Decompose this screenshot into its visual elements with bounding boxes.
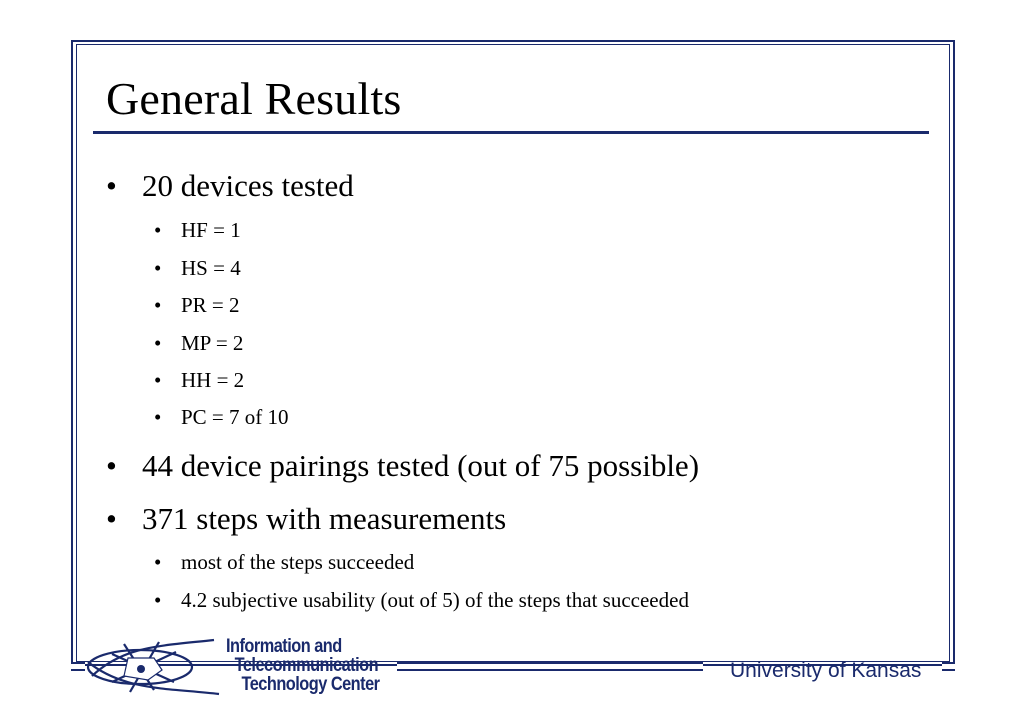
bullet-text: HS = 4 (181, 256, 241, 280)
bullet-text: PR = 2 (181, 293, 240, 317)
bullet-text: 371 steps with measurements (142, 501, 507, 536)
logo-line-2: Telecommunication (234, 655, 379, 676)
bullet-dot: • (106, 448, 117, 483)
bullet-text: PC = 7 of 10 (181, 405, 289, 429)
bullet-text: HF = 1 (181, 218, 241, 242)
bullet-text: 4.2 subjective usability (out of 5) of the steps that succeeded (181, 588, 689, 612)
slide-title: General Results (106, 73, 402, 124)
bullet-text: most of the steps succeeded (181, 550, 415, 574)
bullet-dot: • (154, 368, 162, 392)
bullet-dot: • (154, 218, 162, 242)
footer-rule-middle (397, 662, 703, 671)
logo-line-1: Information and (226, 636, 342, 657)
ittc-logo-icon (84, 636, 224, 698)
bullet-dot: • (154, 256, 162, 280)
bullet-dot: • (154, 331, 162, 355)
logo-line-3: Technology Center (241, 674, 380, 695)
bullet-dot: • (106, 501, 117, 536)
footer-rule-left (71, 662, 85, 671)
bullet-dot: • (154, 293, 162, 317)
institution-name: University of Kansas (730, 659, 922, 682)
ittc-logo-text (226, 637, 379, 694)
bullet-dot: • (154, 405, 162, 429)
bullet-dot: • (106, 168, 117, 203)
bullet-text: 20 devices tested (142, 168, 354, 203)
bullet-text: HH = 2 (181, 368, 245, 392)
bullet-dot: • (154, 550, 162, 574)
bullet-dot: • (154, 588, 162, 612)
footer-rule-right (942, 662, 955, 671)
bullet-text: 44 device pairings tested (out of 75 possible) (142, 448, 700, 483)
bullet-text: MP = 2 (181, 331, 244, 355)
